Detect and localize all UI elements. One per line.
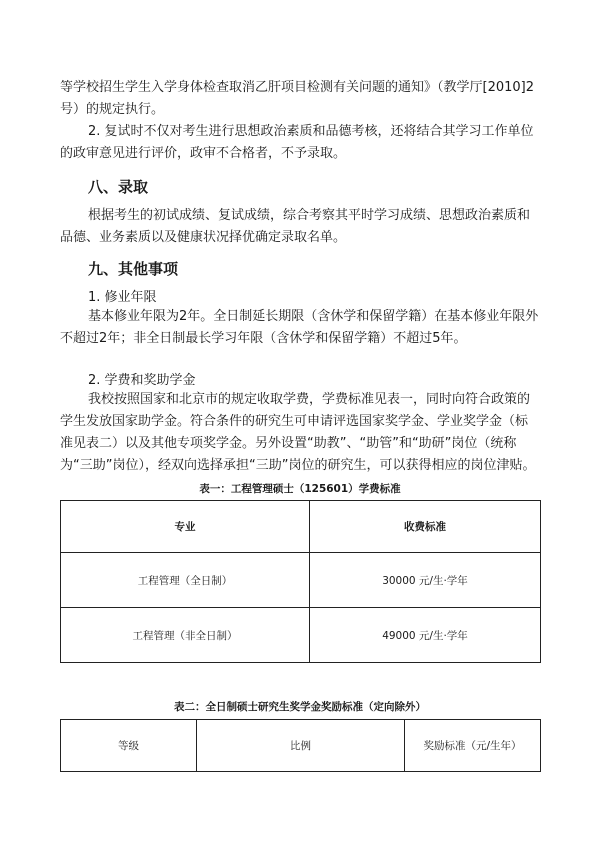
table-row bbox=[61, 553, 541, 608]
tuition-table bbox=[60, 500, 541, 663]
paragraph-admission: 根据考生的初试成绩、复试成绩，综合考察其平时学习成绩、思想政治素质和品德、业务素质以及健康状况择优确定录取名单。 bbox=[60, 208, 531, 245]
table-header-ratio: 比例 bbox=[197, 720, 405, 772]
heading-admission: 八、录取 bbox=[88, 178, 149, 196]
table-header-row bbox=[61, 720, 541, 772]
paragraph-fees-title: 2. 学费和奖助学金 bbox=[88, 373, 196, 388]
table-header-row bbox=[61, 501, 541, 553]
table-header-fee: 收费标准 bbox=[310, 501, 541, 553]
table-cell: 30000 元/生·学年 bbox=[310, 553, 541, 608]
table-header-level: 等级 bbox=[61, 720, 197, 772]
table-cell: 工程管理（全日制） bbox=[61, 553, 310, 608]
table1-caption: 表一：工程管理硕士（125601）学费标准 bbox=[199, 483, 401, 495]
heading-other-matters: 九、其他事项 bbox=[88, 260, 179, 278]
paragraph-fees: 我校按照国家和北京市的规定收取学费，学费标准见表一，同时向符合政策的学生发放国家助学金。符合条件的研究生可申请评选国家奖学金、学业奖学金（标准见表二）以及其他专项奖学金。另外设置“助教”、“助管”和“助研”岗位（统称为“三助”岗位），经双向选择承担“三助”岗位的研究生，可以获得相应的岗位津贴。 bbox=[60, 392, 536, 473]
paragraph-retest-2: 2. 复试时不仅对考生进行思想政治素质和品德考核，还将结合其学习工作单位的政审意见进行评价，政审不合格者，不予录取。 bbox=[60, 124, 534, 161]
table-cell: 49000 元/生·学年 bbox=[310, 608, 541, 663]
paragraph-duration-title: 1. 修业年限 bbox=[88, 290, 157, 305]
table-header-award: 奖励标准（元/生年） bbox=[405, 720, 541, 772]
paragraph-continued: 等学校招生学生入学身体检查取消乙肝项目检测有关问题的通知》（教学厅[2010]2号）的规定执行。 bbox=[60, 80, 534, 117]
scholarship-table bbox=[60, 719, 541, 772]
table-row bbox=[61, 608, 541, 663]
paragraph-duration: 基本修业年限为2年。全日制延长期限（含休学和保留学籍）在基本修业年限外不超过2年；非全日制最长学习年限（含休学和保留学籍）不超过5年。 bbox=[60, 309, 539, 346]
table2-caption: 表二：全日制硕士研究生奖学金奖励标准（定向除外） bbox=[174, 701, 426, 713]
table-cell: 工程管理（非全日制） bbox=[61, 608, 310, 663]
table-header-major: 专业 bbox=[61, 501, 310, 553]
